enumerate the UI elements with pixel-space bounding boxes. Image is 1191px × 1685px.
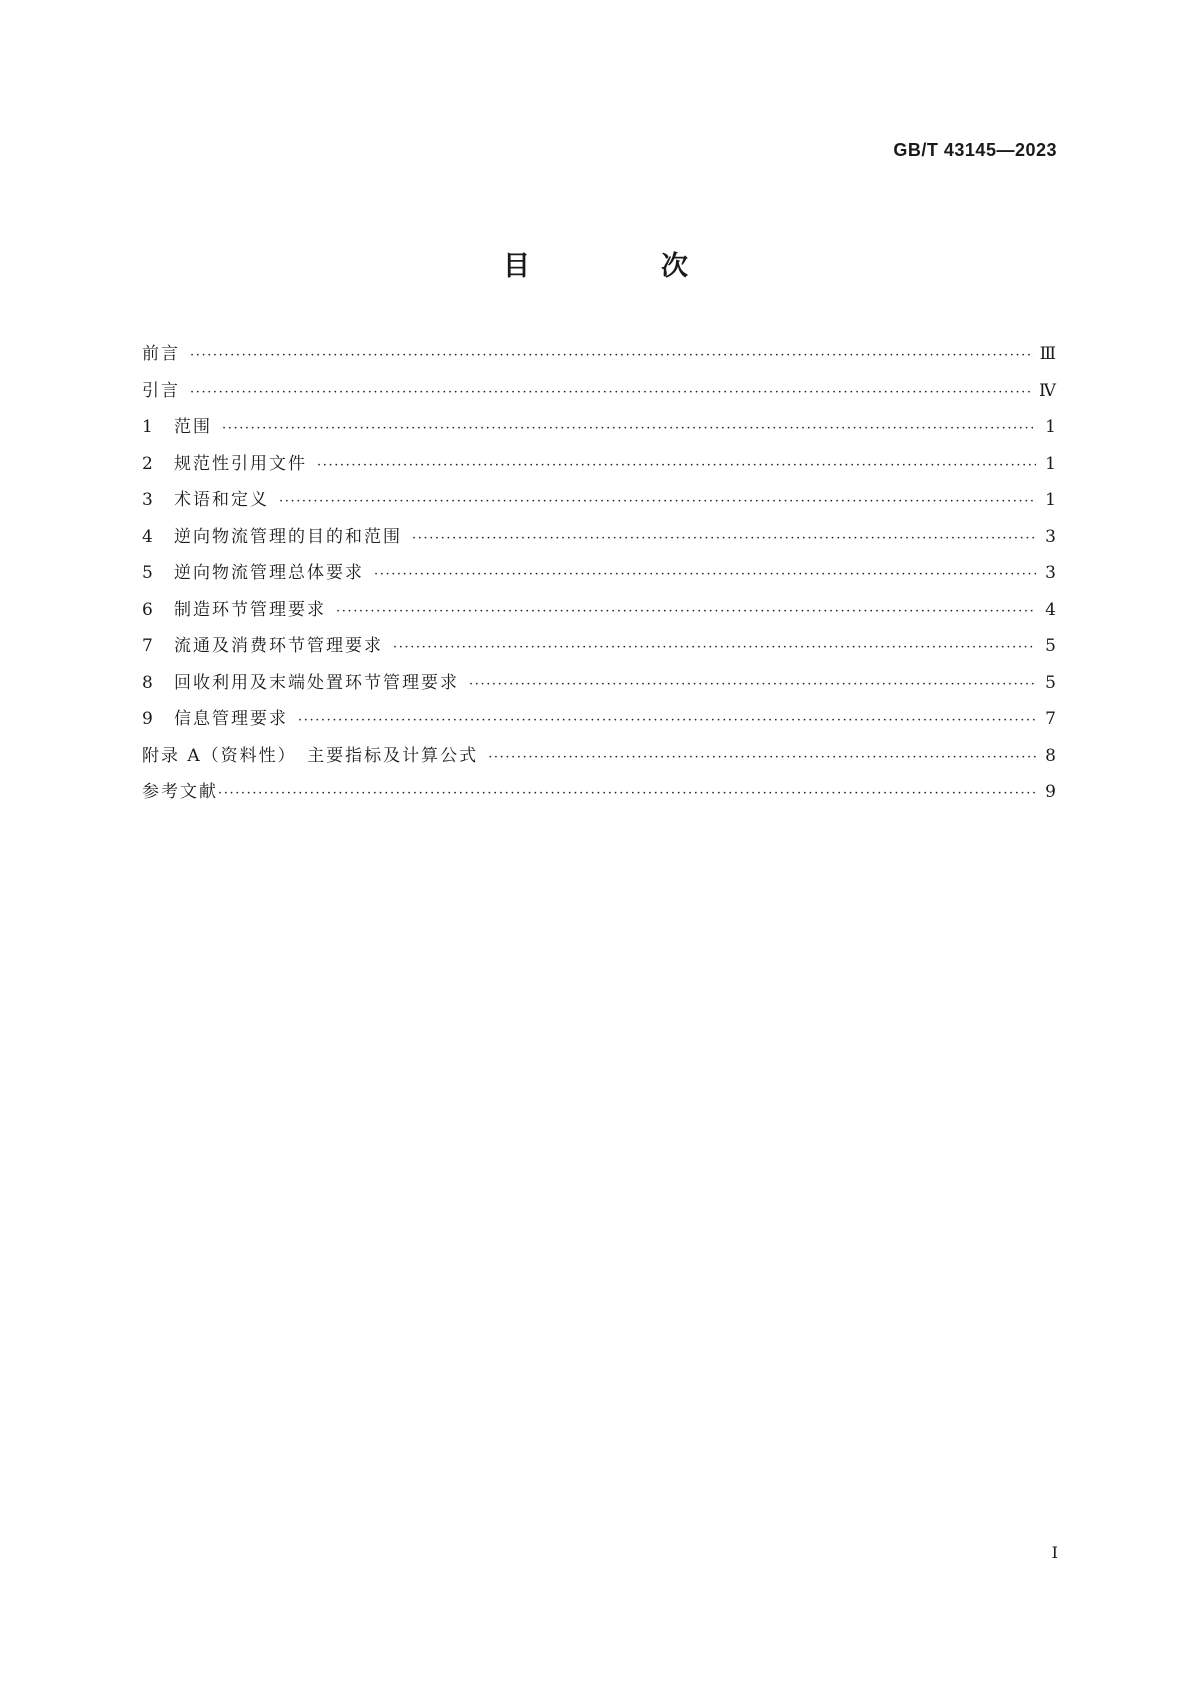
toc-entry-page: 9 — [1045, 782, 1056, 802]
toc-leader-dots — [374, 567, 1036, 582]
toc-entry-page: 5 — [1045, 636, 1056, 656]
toc-leader-dots — [279, 494, 1036, 509]
toc-entry-section-2[interactable] — [142, 449, 1056, 486]
toc-entry-label: 范围 — [174, 417, 212, 437]
toc-entry-number: 3 — [142, 490, 153, 510]
toc-entry-page: Ⅲ — [1039, 344, 1056, 364]
toc-leader-dots — [412, 531, 1036, 546]
toc-entry-number: 8 — [142, 672, 153, 693]
toc-entry-number: 6 — [142, 599, 153, 620]
toc-entry-number: 4 — [142, 526, 153, 547]
toc-leader-dots — [336, 604, 1036, 619]
toc-entry-page: 1 — [1045, 417, 1056, 437]
toc-entry-section-5[interactable] — [142, 558, 1056, 595]
toc-entry-page: 8 — [1045, 745, 1056, 766]
toc-entry-annex-a[interactable] — [142, 741, 1056, 778]
toc-entry-label: 前言 — [142, 344, 180, 364]
toc-entry-page: 3 — [1045, 563, 1056, 583]
toc-leader-dots — [298, 713, 1036, 728]
standard-code: GB/T 43145—2023 — [893, 140, 1057, 160]
toc-entry-section-3[interactable] — [142, 485, 1056, 522]
toc-entry-bibliography[interactable] — [142, 777, 1056, 814]
toc-entry-section-7[interactable] — [142, 631, 1056, 668]
toc-entry-page: 4 — [1045, 599, 1056, 620]
toc-entry-section-9[interactable] — [142, 704, 1056, 741]
toc-leader-dots — [393, 640, 1036, 655]
toc-leader-dots — [190, 348, 1034, 363]
toc-entry-page: 3 — [1045, 526, 1056, 547]
toc-entry-number: 5 — [142, 563, 153, 583]
toc-entry-page: 5 — [1045, 672, 1056, 693]
toc-entry-label: 逆向物流管理的目的和范围 — [174, 526, 402, 547]
toc-entry-label: 规范性引用文件 — [174, 453, 307, 474]
toc-entry-label: 术语和定义 — [174, 490, 269, 510]
toc-entry-foreword[interactable] — [142, 339, 1056, 376]
toc-entry-label: 引言 — [142, 380, 180, 401]
toc-entry-page: Ⅳ — [1039, 380, 1056, 401]
toc-leader-dots — [222, 421, 1036, 436]
toc-leader-dots — [469, 677, 1036, 692]
toc-entry-section-1[interactable] — [142, 412, 1056, 449]
toc-entry-label: 信息管理要求 — [174, 709, 288, 729]
toc-entry-page: 7 — [1045, 709, 1056, 729]
toc-entry-label: 回收利用及末端处置环节管理要求 — [174, 672, 459, 693]
toc-entry-introduction[interactable] — [142, 376, 1056, 413]
toc-leader-dots — [218, 786, 1036, 801]
table-of-contents — [142, 339, 1056, 814]
page-number: Ⅰ — [1051, 1543, 1058, 1562]
toc-leader-dots — [488, 750, 1036, 765]
toc-entry-number: 7 — [142, 636, 153, 656]
toc-entry-label: 流通及消费环节管理要求 — [174, 636, 383, 656]
toc-entry-section-8[interactable] — [142, 668, 1056, 705]
toc-entry-number: 1 — [142, 417, 153, 437]
toc-entry-number: 9 — [142, 709, 153, 729]
toc-entry-page: 1 — [1045, 453, 1056, 474]
toc-leader-dots — [190, 385, 1033, 400]
toc-entry-section-4[interactable] — [142, 522, 1056, 559]
toc-entry-number: 2 — [142, 453, 153, 474]
page-title: 目 次 — [503, 251, 740, 282]
toc-entry-page: 1 — [1045, 490, 1056, 510]
toc-entry-label: 制造环节管理要求 — [174, 599, 326, 620]
toc-entry-section-6[interactable] — [142, 595, 1056, 632]
toc-entry-label: 逆向物流管理总体要求 — [174, 563, 364, 583]
toc-entry-label: 参考文献 — [142, 782, 218, 802]
toc-leader-dots — [317, 458, 1036, 473]
toc-entry-label: 附录 A（资料性） 主要指标及计算公式 — [142, 745, 479, 766]
